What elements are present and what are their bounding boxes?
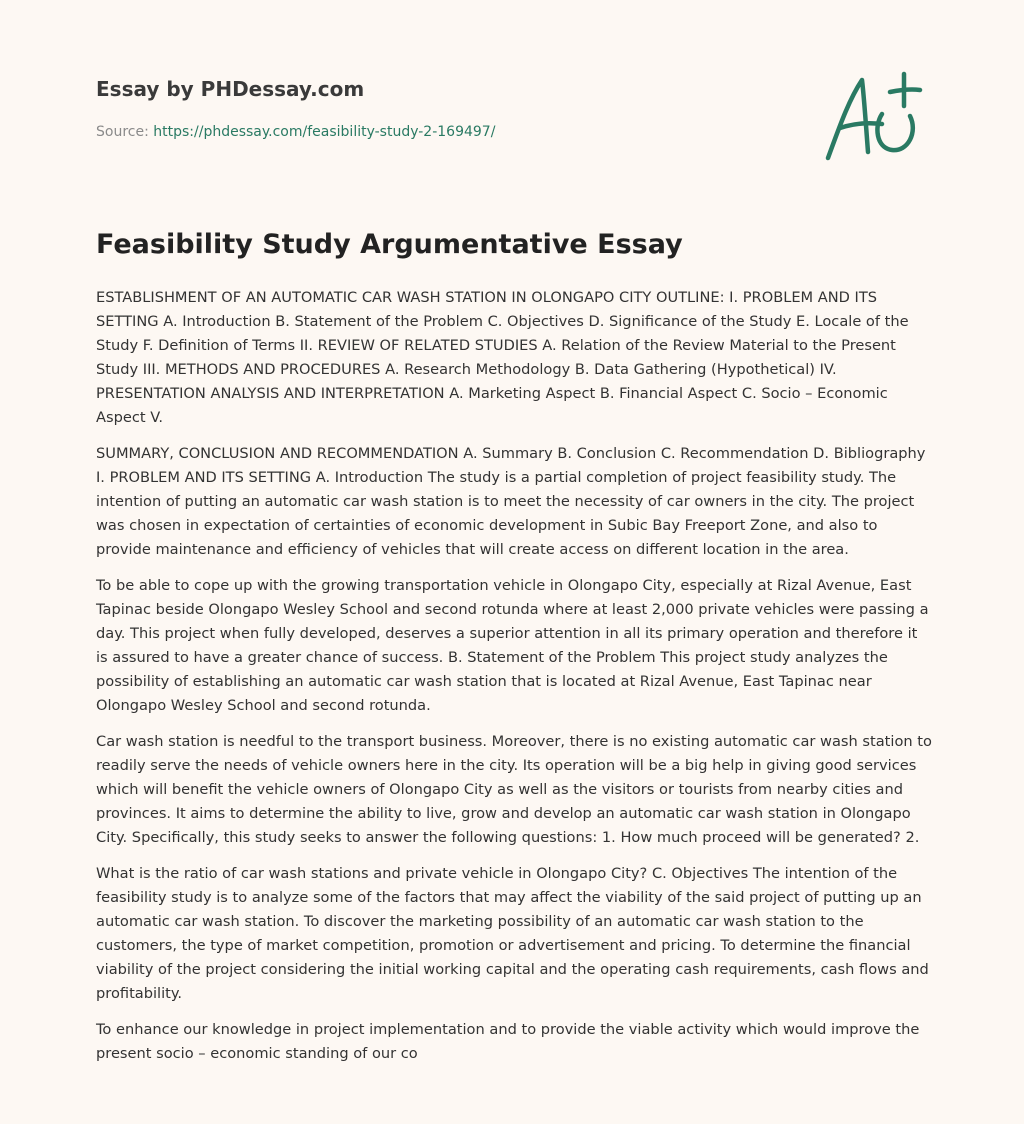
essay-paragraph: What is the ratio of car wash stations and private vehicle in Olongapo City? C. Objectives The intention of the feasibility study is to analyze some of the factors that may affect the viability of the said project of putting up an automatic car wash station. To discover the marketing possibility of an automatic car wash station to the customers, the type of market competition, promotion or advertisement and pricing. To determine the financial viability of the project considering the initial working capital and the operating cash requirements, cash flows and profitability. xyxy=(96,865,929,1002)
essay-paragraph: ESTABLISHMENT OF AN AUTOMATIC CAR WASH STATION IN OLONGAPO CITY OUTLINE: I. PROBLEM AND ITS SETTING A. Introduction B. Statement of the Problem C. Objectives D. Significance of the Study E. Locale of the Study F. Definition of Terms II. REVIEW OF RELATED STUDIES A. Relation of the Review Material to the Present Study III. METHODS AND PROCEDURES A. Research Methodology B. Data Gathering (Hypothetical) IV. PRESENTATION ANALYSIS AND INTERPRETATION A. Marketing Aspect B. Financial Aspect C. Socio – Economic Aspect V. xyxy=(96,289,909,426)
essay-paragraph: To be able to cope up with the growing transportation vehicle in Olongapo City, especially at Rizal Avenue, East Tapinac beside Olongapo Wesley School and second rotunda where at least 2,000 private vehicles were passing a day. This project when fully developed, deserves a superior attention in all its primary operation and therefore it is assured to have a greater chance of success. B. Statement of the Problem This project study analyzes the possibility of establishing an automatic car wash station that is located at Rizal Avenue, East Tapinac near Olongapo Wesley School and second rotunda. xyxy=(96,577,929,714)
a-plus-logo-icon xyxy=(820,66,930,166)
essay-header xyxy=(96,74,696,142)
source-label: Source: xyxy=(96,124,149,140)
source-line xyxy=(96,122,696,142)
essay-paragraph: To enhance our knowledge in project implementation and to provide the viable activity which would improve the present socio – economic standing of our co xyxy=(96,1021,920,1062)
source-link[interactable]: https://phdessay.com/feasibility-study-2-169497/ xyxy=(153,124,496,140)
essay-title: Feasibility Study Argumentative Essay xyxy=(96,229,683,260)
essay-paragraph: Car wash station is needful to the transport business. Moreover, there is no existing automatic car wash station to readily serve the needs of vehicle owners here in the city. Its operation will be a big help in giving good services which will benefit the vehicle owners of Olongapo City as well as the visitors or tourists from nearby cities and provinces. It aims to determine the ability to live, grow and develop an automatic car wash station in Olongapo City. Specifically, this study seeks to answer the following questions: 1. How much proceed will be generated? 2. xyxy=(96,733,932,846)
site-title: Essay by PHDessay.com xyxy=(96,77,365,101)
essay-body xyxy=(96,286,932,1078)
essay-paragraph: SUMMARY, CONCLUSION AND RECOMMENDATION A. Summary B. Conclusion C. Recommendation D. Bibliography I. PROBLEM AND ITS SETTING A. Introduction The study is a partial completion of project feasibility study. The intention of putting an automatic car wash station is to meet the necessity of car owners in the city. The project was chosen in expectation of certainties of economic development in Subic Bay Freeport Zone, and also to provide maintenance and efficiency of vehicles that will create access on different location in the area. xyxy=(96,445,926,558)
